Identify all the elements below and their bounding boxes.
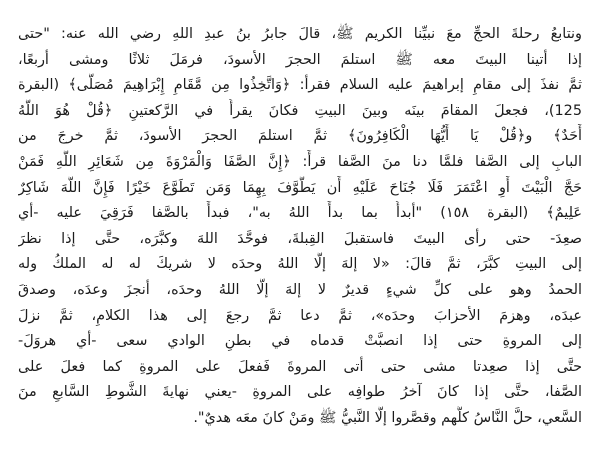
text-line-5: أَحَدٌ﴾ و﴿قُلْ يَا أَيُّهَا الْكَافِرُونَ﴾ ثمَّ استلمَ الحجرَ الأسودَ، ثمَّ خرجَ من [18, 128, 582, 145]
text-line-12: عبدَه، وهزمَ الأحزابَ وحدَه»، ثمَّ دعا ثمَّ رجعَ إلى هذا الكلامِ، ثمَّ نزلَ [18, 307, 582, 324]
text-line-10: إلى البيتِ كبَّرَ، ثمَّ قالَ: «لا إلهَ إلَّا اللهُ وحدَه لا شريكَ له له الملكُ وله [18, 256, 582, 273]
text-line-3: ثمَّ نفذَ إلى مقامِ إبراهيمَ عليه السلام فقرأ: ﴿وَاتَّخِذُوا مِن مَّقَامِ إِبْرَاهِيمَ مُصَلًّى﴾ (البقرة [18, 77, 582, 94]
text-line-6: البابِ إلى الصَّفا فلمَّا دنا منَ الصَّفا قرأَ: ﴿إِنَّ الصَّفَا وَالْمَرْوَةَ مِن شَعَائِرِ اللَّهِ فَمَنْ [18, 153, 582, 170]
text-line-1: ونتابعُ رحلةَ الحجِّ معَ نبيِّنا الكريم ﷺ، قالَ جابرُ بنُ عبدِ اللهِ رضي الله عنه: "حتى [18, 26, 582, 42]
text-line-4: 125)، فجعلَ المقامَ بينَه وبينَ البيتِ فكانَ يقرأُ في الرَّكعتينِ ﴿قُلْ هُوَ اللَّهُ [18, 102, 582, 119]
text-line-15: الصَّفا، حتَّى إذا كانَ آخرُ طوافِه على المروةِ -يعني نهايةَ الشَّوطِ السَّابعِ منَ [18, 384, 582, 401]
text-line-13: إلى المروةِ حتى إذا انصبَّتْ قدماه في بطنِ الوادي سعى -أي هروَلَ- [18, 333, 582, 350]
text-line-11: الحمدُ وهو على كلِّ شيءٍ قديرٌ لا إلهَ إلَّا اللهُ وحدَه، أنجزَ وعدَه، وصدقَ [18, 281, 582, 298]
text-line-7: حَجَّ الْبَيْتَ أَوِ اعْتَمَرَ فَلَا جُنَاحَ عَلَيْهِ أَن يَطَّوَّفَ بِهِمَا وَمَن تَطَوَّعَ خَيْرًا فَإِنَّ اللَّهَ شَاكِرٌ [18, 179, 582, 196]
text-line-2: إذا أتينا البيتَ معه ﷺ استلمَ الحجرَ الأسودَ، فرمَلَ ثلاثًا ومشى أربعًا، [18, 51, 582, 68]
text-line-8: عَلِيمٌ﴾ (البقرة ١٥٨) "أبدأُ بما بدأَ اللهُ به"، فبدأَ بالصَّفا فَرَقِيَ عليه -أي [18, 205, 582, 222]
text-line-9: صعِدَ- حتى رأى البيتَ فاستقبلَ القِبلةَ، فوحَّدَ اللهَ وكبَّرَه، حتَّى إذا نظرَ [18, 230, 582, 247]
text-line-16: السَّعي، حلَّ النَّاسُ كلُّهم وقصَّروا إلَّا النَّبيُّ ﷺ ومَنْ كانَ معَه هديٌ". [193, 409, 582, 426]
hadith-passage [18, 22, 582, 434]
text-line-14: حتَّى إذا صعِدتا مشى حتى أتى المروةَ فَفعلَ على المروةِ كما فعلَ على [18, 358, 582, 375]
